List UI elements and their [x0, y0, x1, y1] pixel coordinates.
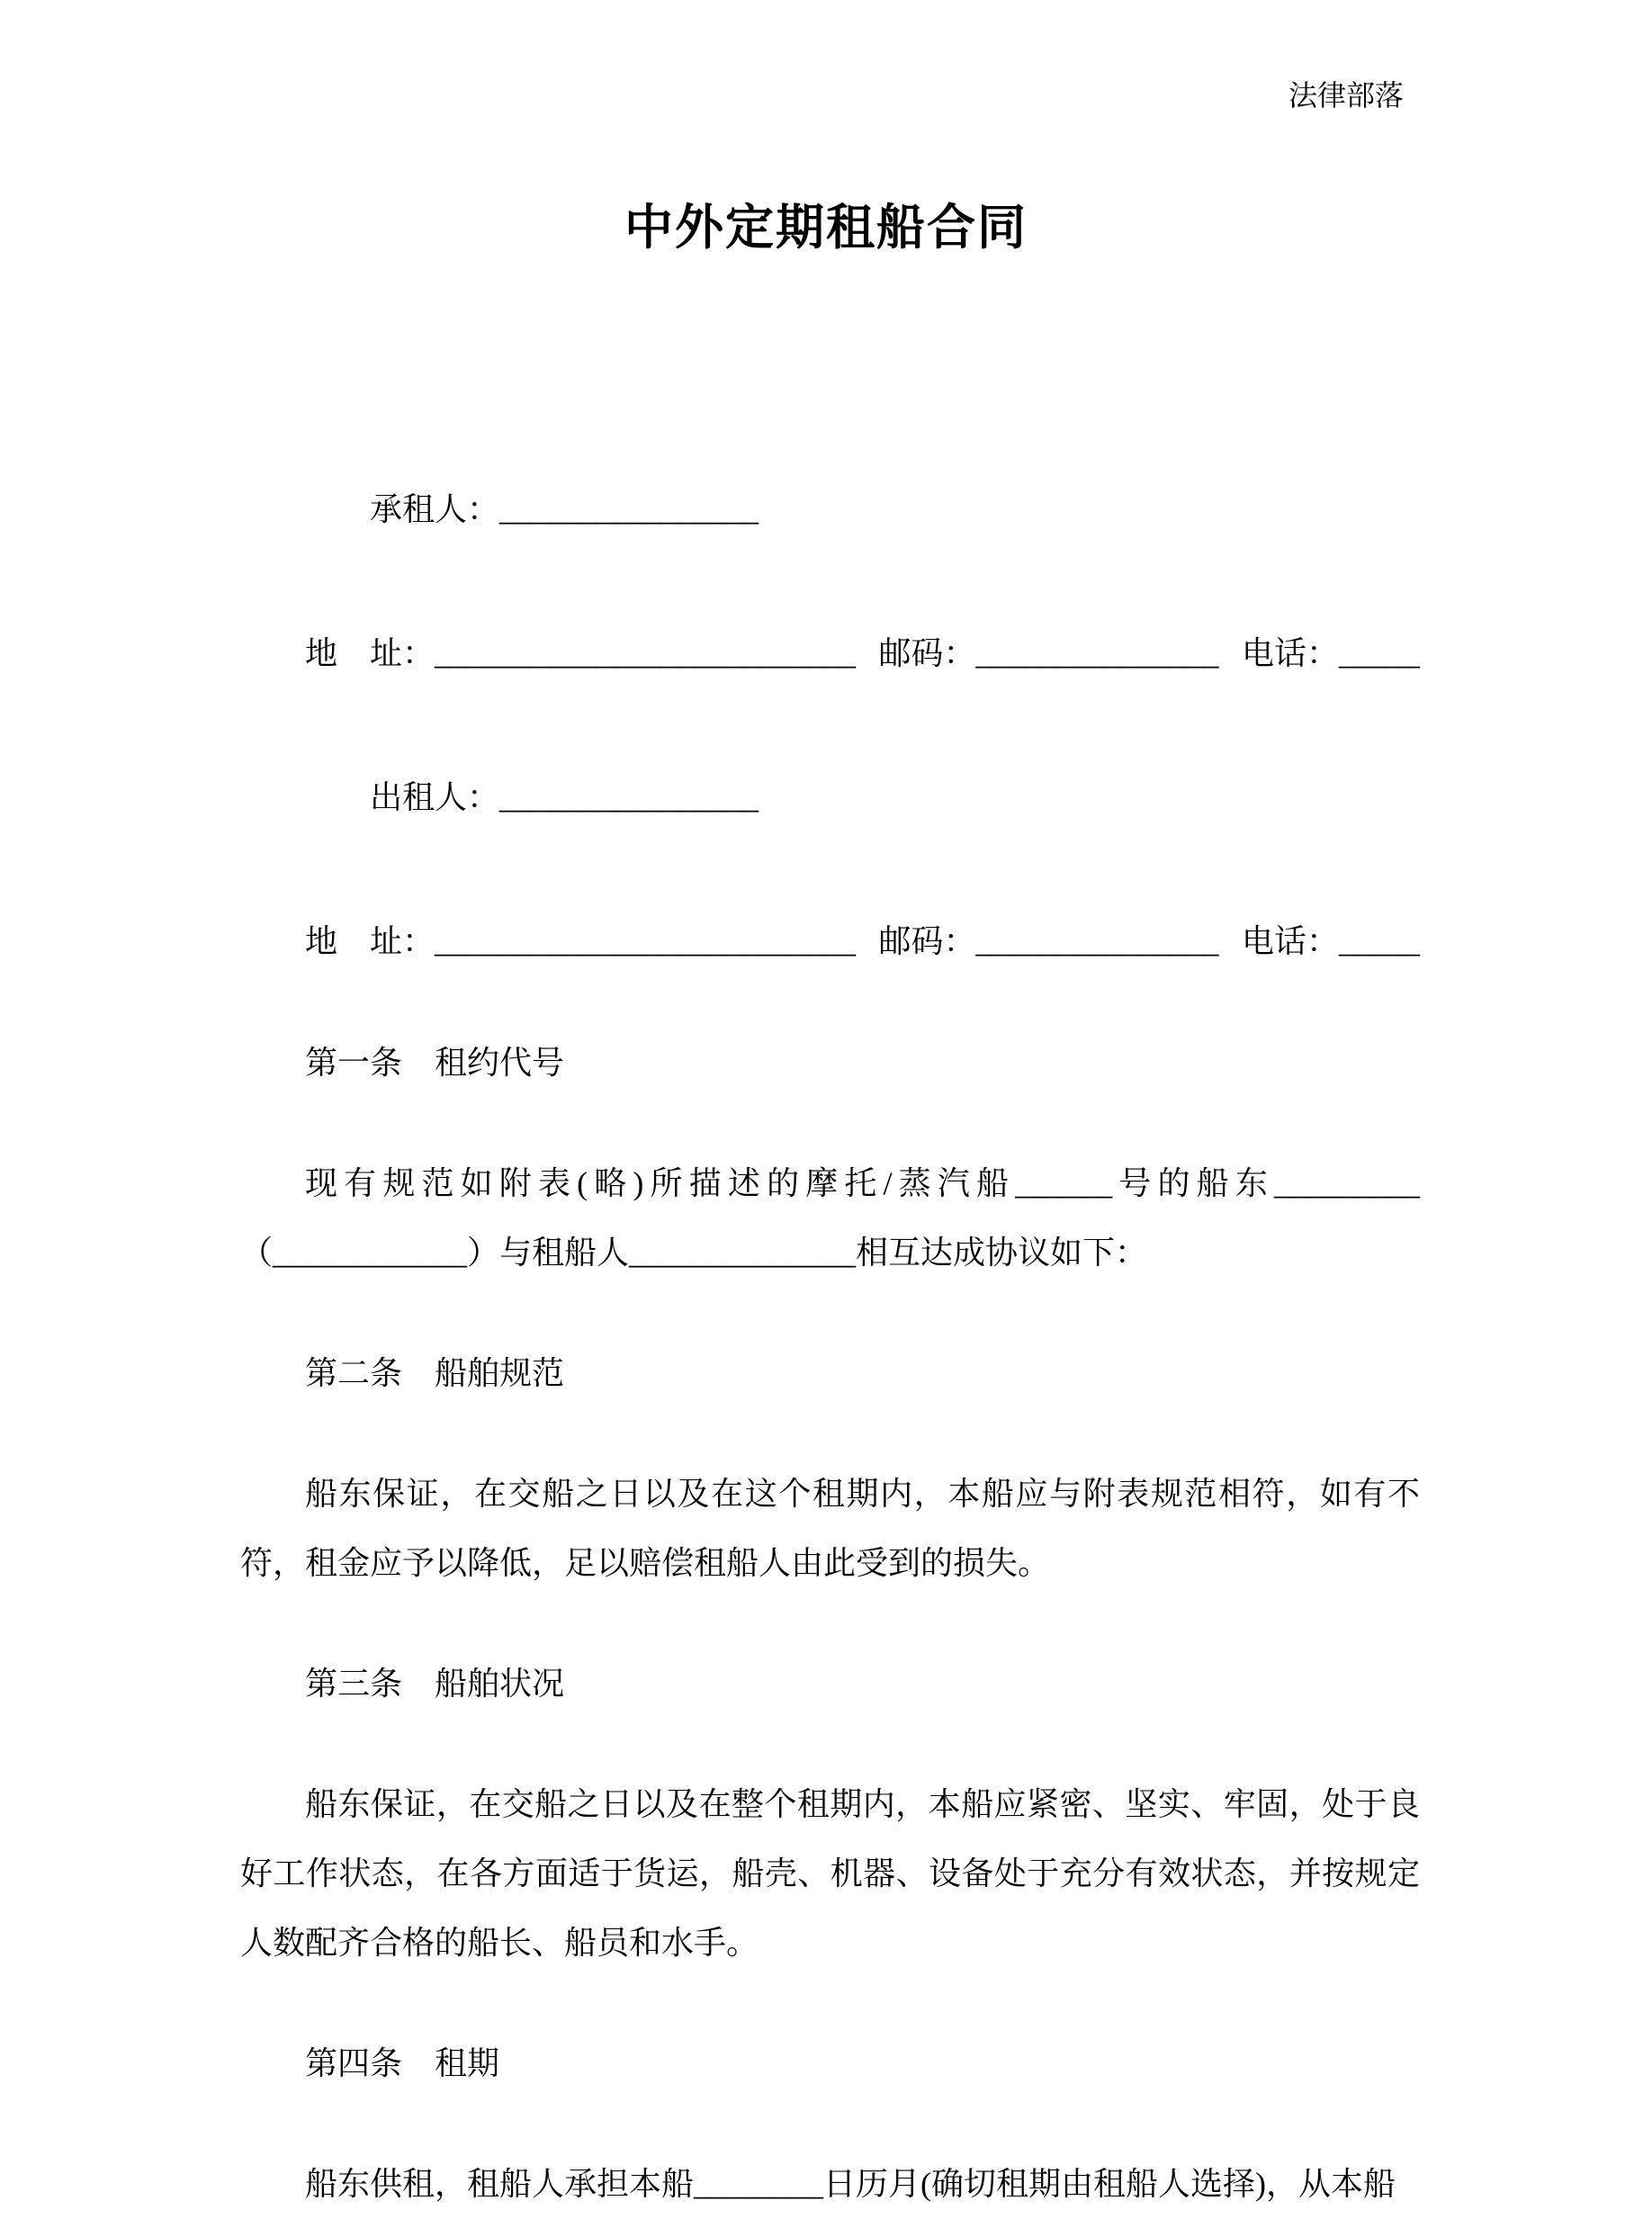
form-row-lessee	[305, 401, 1420, 617]
section-body: 现有规范如附表(略)所描述的摩托/蒸汽船______号的船东_________（____________）与租船人______________相互达成协议如下：	[240, 1165, 1420, 1271]
document-title: 中外定期租船合同	[624, 201, 1028, 255]
party-info-form	[305, 401, 1420, 977]
phone-field: 电话：_____	[1241, 923, 1420, 959]
address-field: 地 址：__________________________	[305, 635, 857, 671]
document-content	[240, 401, 1420, 2219]
section-article-1	[240, 1029, 1420, 1288]
phone-field: 电话：_____	[1241, 635, 1420, 671]
section-article-3	[240, 1649, 1420, 1978]
section-heading: 第二条 船舶规范	[305, 1355, 565, 1391]
section-body: 船东保证，在交船之日以及在整个租期内，本船应紧密、坚实、牢固，处于良好工作状态，在各方面适于货运，船壳、机器、设备处于充分有效状态，并按规定人数配齐合格的船长、船员和水手。	[240, 1786, 1420, 1961]
watermark: 法律部落	[1288, 79, 1404, 112]
postcode-field: 邮码：_______________	[878, 923, 1219, 959]
form-row-lessor-address	[305, 905, 1420, 977]
address-field: 地 址：__________________________	[305, 923, 857, 959]
section-heading: 第三条 船舶状况	[305, 1666, 565, 1702]
lessee-field: 承租人：________________	[370, 491, 759, 527]
section-body: 船东供租，租船人承担本船________日历月(确切租期由租船人选择)，从本船	[305, 2166, 1396, 2202]
section-article-2	[240, 1339, 1420, 1598]
section-heading: 第四条 租期	[305, 2045, 500, 2081]
postcode-field: 邮码：_______________	[878, 635, 1219, 671]
section-article-4	[240, 2029, 1420, 2219]
lessor-field: 出租人：________________	[370, 779, 759, 815]
section-body: 船东保证，在交船之日以及在这个租期内，本船应与附表规范相符，如有不符，租金应予以降低，足以赔偿租船人由此受到的损失。	[240, 1476, 1420, 1581]
form-row-lessee-address	[305, 617, 1420, 689]
section-heading: 第一条 租约代号	[305, 1045, 565, 1081]
form-row-lessor	[305, 689, 1420, 905]
